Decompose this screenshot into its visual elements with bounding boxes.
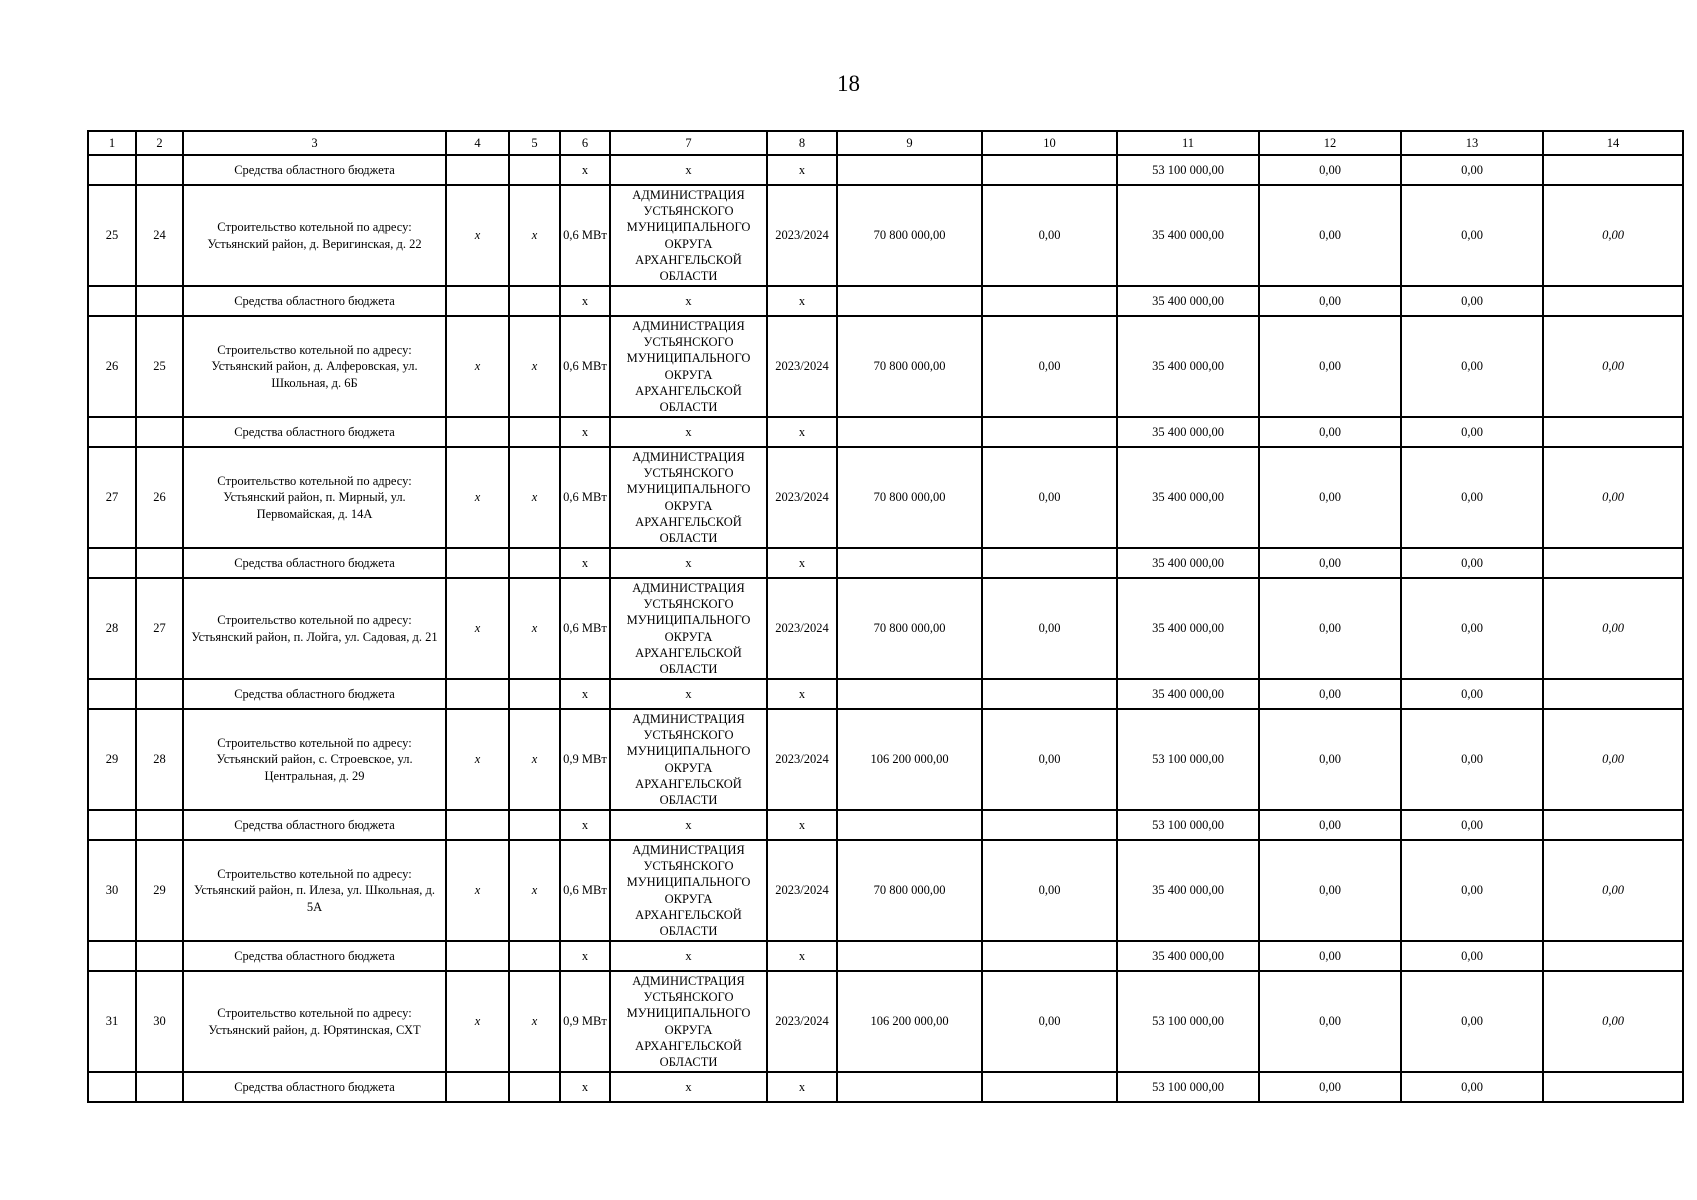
row-number-cell [88,155,136,185]
col-14-cell: 0,00 [1543,185,1683,286]
col-14-cell [1543,679,1683,709]
col-4-cell [446,941,509,971]
total-cost-cell: 70 800 000,00 [837,840,982,941]
col-5-cell [509,286,560,316]
col-14-cell: 0,00 [1543,840,1683,941]
row-number-cell: 26 [88,316,136,417]
total-cost-cell [837,810,982,840]
table-row-regional-budget [88,1072,1683,1102]
row-number-cell: 27 [88,447,136,548]
object-number-cell [136,941,183,971]
col-12-cell: 0,00 [1259,709,1401,810]
object-number-cell: 28 [136,709,183,810]
row-number-cell: 31 [88,971,136,1072]
customer-cell: АДМИНИСТРАЦИЯ УСТЬЯНСКОГО МУНИЦИПАЛЬНОГО ОКРУГА АРХАНГЕЛЬСКОЙ ОБЛАСТИ [610,447,767,548]
col-4-cell: x [446,185,509,286]
col-14-cell [1543,286,1683,316]
table-row-object [88,840,1683,941]
col-13-cell: 0,00 [1401,185,1543,286]
period-cell: 2023/2024 [767,447,837,548]
table-row-regional-budget [88,286,1683,316]
col-5-cell [509,548,560,578]
col-13-cell: 0,00 [1401,810,1543,840]
object-number-cell: 26 [136,447,183,548]
col-5-cell: x [509,709,560,810]
object-name-cell: Строительство котельной по адресу: Устьянский район, п. Илеза, ул. Школьная, д. 5А [183,840,446,941]
col-12-cell: 0,00 [1259,447,1401,548]
col-12-cell: 0,00 [1259,316,1401,417]
col-14-cell [1543,155,1683,185]
capacity-cell: 0,6 МВт [560,185,610,286]
col-10-cell: 0,00 [982,316,1117,417]
object-name-cell: Строительство котельной по адресу: Устьянский район, с. Строевское, ул. Центральная, д. 29 [183,709,446,810]
col-5-cell: x [509,840,560,941]
col-11-cell: 53 100 000,00 [1117,1072,1259,1102]
table-row-object [88,971,1683,1072]
column-number-cell: 10 [982,131,1117,155]
col-11-cell: 53 100 000,00 [1117,155,1259,185]
col-10-cell [982,679,1117,709]
col-10-cell [982,810,1117,840]
col-14-cell [1543,1072,1683,1102]
period-cell: x [767,286,837,316]
column-number-cell: 3 [183,131,446,155]
table-row-object [88,185,1683,286]
col-13-cell: 0,00 [1401,316,1543,417]
col-12-cell: 0,00 [1259,810,1401,840]
customer-cell: x [610,941,767,971]
object-number-cell [136,1072,183,1102]
capacity-cell: 0,6 МВт [560,316,610,417]
customer-cell: x [610,286,767,316]
object-number-cell [136,417,183,447]
period-cell: x [767,941,837,971]
total-cost-cell: 70 800 000,00 [837,316,982,417]
customer-cell: x [610,417,767,447]
row-number-cell [88,286,136,316]
col-14-cell: 0,00 [1543,971,1683,1072]
col-14-cell: 0,00 [1543,447,1683,548]
col-11-cell: 35 400 000,00 [1117,447,1259,548]
object-name-cell: Средства областного бюджета [183,286,446,316]
row-number-cell: 30 [88,840,136,941]
column-number-cell: 13 [1401,131,1543,155]
col-13-cell: 0,00 [1401,578,1543,679]
total-cost-cell [837,679,982,709]
col-4-cell: x [446,709,509,810]
row-number-cell [88,679,136,709]
object-number-cell: 27 [136,578,183,679]
col-10-cell [982,417,1117,447]
object-name-cell: Средства областного бюджета [183,155,446,185]
col-11-cell: 53 100 000,00 [1117,810,1259,840]
col-11-cell: 35 400 000,00 [1117,840,1259,941]
customer-cell: x [610,679,767,709]
object-name-cell: Средства областного бюджета [183,810,446,840]
capacity-cell: x [560,155,610,185]
row-number-cell: 29 [88,709,136,810]
col-13-cell: 0,00 [1401,286,1543,316]
table-row-object [88,447,1683,548]
table-row-regional-budget [88,155,1683,185]
object-number-cell: 30 [136,971,183,1072]
col-13-cell: 0,00 [1401,1072,1543,1102]
object-number-cell [136,548,183,578]
period-cell: 2023/2024 [767,840,837,941]
col-5-cell [509,679,560,709]
col-12-cell: 0,00 [1259,840,1401,941]
col-5-cell: x [509,971,560,1072]
total-cost-cell: 106 200 000,00 [837,971,982,1072]
column-number-cell: 14 [1543,131,1683,155]
row-number-cell [88,1072,136,1102]
total-cost-cell: 70 800 000,00 [837,185,982,286]
column-number-cell: 12 [1259,131,1401,155]
col-4-cell [446,417,509,447]
col-13-cell: 0,00 [1401,679,1543,709]
table-body [88,131,1683,1102]
column-number-cell: 1 [88,131,136,155]
col-12-cell: 0,00 [1259,417,1401,447]
object-number-cell [136,155,183,185]
object-name-cell: Строительство котельной по адресу: Устьянский район, д. Алферовская, ул. Школьная, д. 6Б [183,316,446,417]
object-name-cell: Строительство котельной по адресу: Устьянский район, д. Веригинская, д. 22 [183,185,446,286]
capacity-cell: 0,9 МВт [560,709,610,810]
col-13-cell: 0,00 [1401,709,1543,810]
col-12-cell: 0,00 [1259,578,1401,679]
period-cell: 2023/2024 [767,578,837,679]
col-11-cell: 35 400 000,00 [1117,185,1259,286]
col-10-cell: 0,00 [982,578,1117,679]
col-4-cell: x [446,578,509,679]
period-cell: x [767,548,837,578]
col-13-cell: 0,00 [1401,155,1543,185]
total-cost-cell [837,286,982,316]
row-number-cell [88,810,136,840]
col-10-cell: 0,00 [982,971,1117,1072]
object-name-cell: Средства областного бюджета [183,941,446,971]
object-name-cell: Средства областного бюджета [183,417,446,447]
object-number-cell: 25 [136,316,183,417]
row-number-cell: 28 [88,578,136,679]
customer-cell: АДМИНИСТРАЦИЯ УСТЬЯНСКОГО МУНИЦИПАЛЬНОГО ОКРУГА АРХАНГЕЛЬСКОЙ ОБЛАСТИ [610,840,767,941]
object-number-cell: 29 [136,840,183,941]
capacity-cell: 0,6 МВт [560,447,610,548]
period-cell: x [767,417,837,447]
customer-cell: x [610,1072,767,1102]
object-number-cell [136,810,183,840]
customer-cell: АДМИНИСТРАЦИЯ УСТЬЯНСКОГО МУНИЦИПАЛЬНОГО ОКРУГА АРХАНГЕЛЬСКОЙ ОБЛАСТИ [610,709,767,810]
col-12-cell: 0,00 [1259,185,1401,286]
column-number-cell: 8 [767,131,837,155]
col-5-cell [509,1072,560,1102]
col-13-cell: 0,00 [1401,417,1543,447]
total-cost-cell [837,417,982,447]
col-12-cell: 0,00 [1259,971,1401,1072]
period-cell: 2023/2024 [767,316,837,417]
capacity-cell: x [560,417,610,447]
total-cost-cell: 70 800 000,00 [837,447,982,548]
col-10-cell [982,286,1117,316]
col-11-cell: 53 100 000,00 [1117,709,1259,810]
object-number-cell: 24 [136,185,183,286]
customer-cell: АДМИНИСТРАЦИЯ УСТЬЯНСКОГО МУНИЦИПАЛЬНОГО ОКРУГА АРХАНГЕЛЬСКОЙ ОБЛАСТИ [610,185,767,286]
column-number-cell: 6 [560,131,610,155]
col-12-cell: 0,00 [1259,941,1401,971]
col-11-cell: 35 400 000,00 [1117,417,1259,447]
row-number-cell [88,941,136,971]
table-row-object [88,316,1683,417]
col-11-cell: 35 400 000,00 [1117,286,1259,316]
period-cell: 2023/2024 [767,971,837,1072]
table-row-object [88,709,1683,810]
col-12-cell: 0,00 [1259,286,1401,316]
col-4-cell [446,548,509,578]
col-12-cell: 0,00 [1259,1072,1401,1102]
column-number-cell: 5 [509,131,560,155]
table-row-object [88,578,1683,679]
budget-table [87,130,1684,1103]
col-13-cell: 0,00 [1401,971,1543,1072]
col-13-cell: 0,00 [1401,840,1543,941]
col-4-cell: x [446,971,509,1072]
capacity-cell: x [560,679,610,709]
col-14-cell: 0,00 [1543,316,1683,417]
col-5-cell: x [509,447,560,548]
column-number-cell: 4 [446,131,509,155]
col-4-cell [446,1072,509,1102]
col-12-cell: 0,00 [1259,679,1401,709]
total-cost-cell [837,155,982,185]
total-cost-cell [837,1072,982,1102]
column-number-cell: 7 [610,131,767,155]
col-10-cell: 0,00 [982,447,1117,548]
total-cost-cell [837,548,982,578]
row-number-cell [88,548,136,578]
col-10-cell [982,1072,1117,1102]
col-13-cell: 0,00 [1401,548,1543,578]
col-14-cell: 0,00 [1543,578,1683,679]
col-4-cell [446,155,509,185]
object-name-cell: Строительство котельной по адресу: Устьянский район, п. Мирный, ул. Первомайская, д. 14А [183,447,446,548]
capacity-cell: x [560,286,610,316]
col-11-cell: 35 400 000,00 [1117,941,1259,971]
col-11-cell: 53 100 000,00 [1117,971,1259,1072]
col-5-cell: x [509,578,560,679]
column-number-cell: 11 [1117,131,1259,155]
column-number-cell: 2 [136,131,183,155]
period-cell: x [767,155,837,185]
col-14-cell [1543,417,1683,447]
col-5-cell: x [509,185,560,286]
object-name-cell: Средства областного бюджета [183,548,446,578]
table-row-regional-budget [88,679,1683,709]
capacity-cell: x [560,941,610,971]
object-name-cell: Средства областного бюджета [183,679,446,709]
customer-cell: АДМИНИСТРАЦИЯ УСТЬЯНСКОГО МУНИЦИПАЛЬНОГО ОКРУГА АРХАНГЕЛЬСКОЙ ОБЛАСТИ [610,316,767,417]
column-number-cell: 9 [837,131,982,155]
col-12-cell: 0,00 [1259,548,1401,578]
col-10-cell: 0,00 [982,709,1117,810]
customer-cell: x [610,810,767,840]
col-10-cell [982,941,1117,971]
col-10-cell [982,548,1117,578]
capacity-cell: 0,6 МВт [560,578,610,679]
col-10-cell [982,155,1117,185]
capacity-cell: x [560,1072,610,1102]
col-13-cell: 0,00 [1401,447,1543,548]
table-row-regional-budget [88,941,1683,971]
customer-cell: x [610,155,767,185]
column-number-row [88,131,1683,155]
row-number-cell: 25 [88,185,136,286]
object-name-cell: Строительство котельной по адресу: Устьянский район, д. Юрятинская, СХТ [183,971,446,1072]
col-4-cell: x [446,447,509,548]
period-cell: x [767,810,837,840]
col-4-cell [446,810,509,840]
table-row-regional-budget [88,548,1683,578]
period-cell: x [767,1072,837,1102]
col-4-cell [446,286,509,316]
col-10-cell: 0,00 [982,185,1117,286]
period-cell: 2023/2024 [767,185,837,286]
col-11-cell: 35 400 000,00 [1117,578,1259,679]
col-14-cell [1543,548,1683,578]
col-14-cell [1543,941,1683,971]
object-name-cell: Строительство котельной по адресу: Устьянский район, п. Лойга, ул. Садовая, д. 21 [183,578,446,679]
col-13-cell: 0,00 [1401,941,1543,971]
col-5-cell [509,417,560,447]
col-11-cell: 35 400 000,00 [1117,548,1259,578]
customer-cell: АДМИНИСТРАЦИЯ УСТЬЯНСКОГО МУНИЦИПАЛЬНОГО ОКРУГА АРХАНГЕЛЬСКОЙ ОБЛАСТИ [610,971,767,1072]
total-cost-cell: 70 800 000,00 [837,578,982,679]
col-14-cell [1543,810,1683,840]
object-name-cell: Средства областного бюджета [183,1072,446,1102]
col-5-cell: x [509,316,560,417]
col-11-cell: 35 400 000,00 [1117,316,1259,417]
object-number-cell [136,286,183,316]
period-cell: x [767,679,837,709]
col-5-cell [509,155,560,185]
capacity-cell: 0,9 МВт [560,971,610,1072]
col-11-cell: 35 400 000,00 [1117,679,1259,709]
total-cost-cell [837,941,982,971]
col-5-cell [509,941,560,971]
col-12-cell: 0,00 [1259,155,1401,185]
capacity-cell: x [560,548,610,578]
table-row-regional-budget [88,810,1683,840]
col-4-cell: x [446,840,509,941]
table-row-regional-budget [88,417,1683,447]
total-cost-cell: 106 200 000,00 [837,709,982,810]
col-14-cell: 0,00 [1543,709,1683,810]
period-cell: 2023/2024 [767,709,837,810]
object-number-cell [136,679,183,709]
capacity-cell: x [560,810,610,840]
page-number: 18 [837,71,860,96]
row-number-cell [88,417,136,447]
col-5-cell [509,810,560,840]
customer-cell: x [610,548,767,578]
capacity-cell: 0,6 МВт [560,840,610,941]
col-4-cell [446,679,509,709]
col-10-cell: 0,00 [982,840,1117,941]
col-4-cell: x [446,316,509,417]
customer-cell: АДМИНИСТРАЦИЯ УСТЬЯНСКОГО МУНИЦИПАЛЬНОГО ОКРУГА АРХАНГЕЛЬСКОЙ ОБЛАСТИ [610,578,767,679]
